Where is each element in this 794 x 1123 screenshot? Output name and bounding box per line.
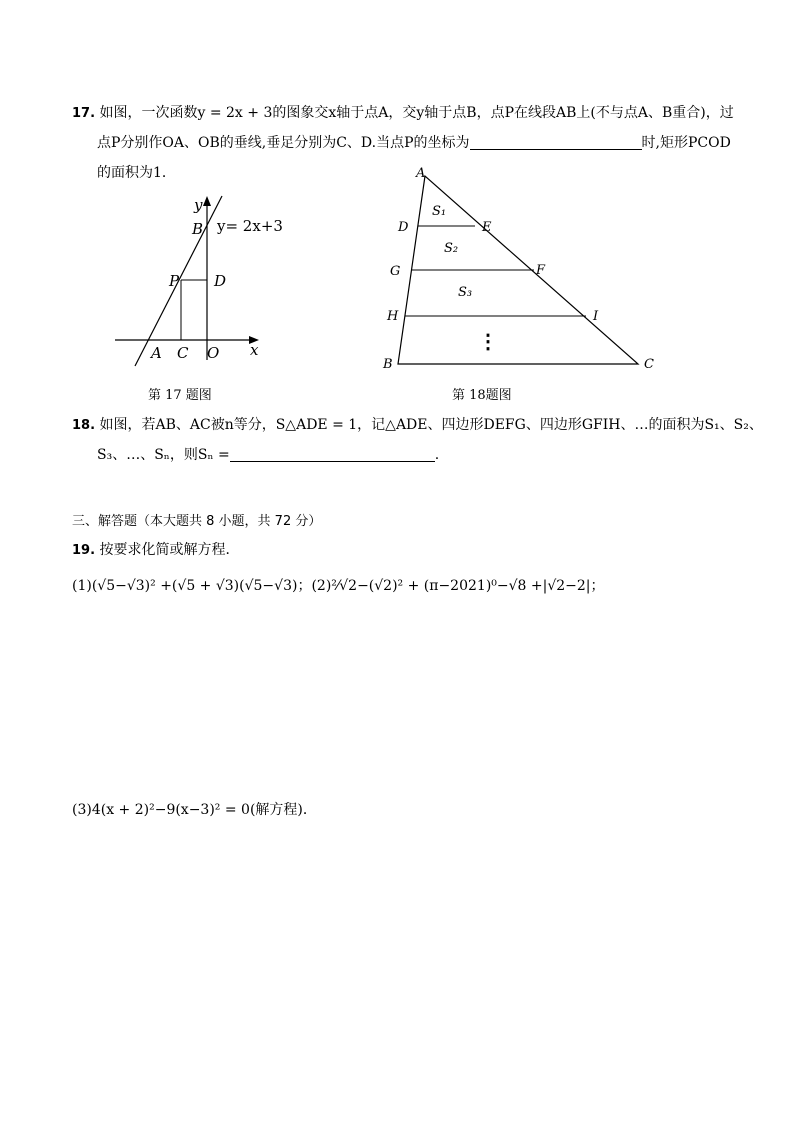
- q18-line2: [97, 445, 439, 465]
- label-C: C: [177, 344, 189, 362]
- area-S2: S₂: [444, 241, 459, 256]
- q17-text-line1: 如图，一次函数y = 2x + 3的图象交x轴于点A，交y轴于点B，点P在线段AB上(不与点A、B重合)，过: [99, 105, 734, 121]
- point-E: E: [482, 220, 492, 235]
- q17-line2: [97, 133, 731, 153]
- q17-line1: [72, 103, 734, 124]
- label-A: A: [151, 344, 162, 362]
- point-G: G: [390, 264, 401, 279]
- q19-parts-1-2: (1)(√5−√3)² +(√5 + √3)(√5−√3)；(2)²⁄√2−(√2)² + (π−2021)⁰−√8 +|√2−2|；: [72, 578, 605, 594]
- q19-line1: [72, 540, 239, 561]
- label-equation: y= 2x+3: [217, 217, 283, 235]
- vertical-dots: ⋮: [478, 329, 498, 353]
- q17-figure: [105, 188, 295, 368]
- section-heading: 三、解答题（本大题共 8 小题，共 72 分）: [72, 514, 322, 529]
- label-B: B: [192, 220, 204, 238]
- area-S3: S₃: [458, 285, 473, 300]
- q17-text-line2-b: 时,矩形PCOD: [641, 135, 731, 151]
- label-x: x: [250, 341, 259, 359]
- q18-number: 18.: [72, 418, 96, 433]
- q18-text-line2-a: S₃、…、Sₙ，则Sₙ =: [97, 447, 230, 463]
- area-S1: S₁: [432, 204, 447, 219]
- vertex-A: A: [416, 166, 426, 181]
- q17-answer-blank[interactable]: [470, 149, 642, 150]
- vertex-C: C: [644, 357, 654, 372]
- point-F: F: [536, 263, 546, 278]
- label-O: O: [207, 344, 220, 362]
- q17-number: 17.: [72, 106, 96, 121]
- point-H: H: [387, 309, 399, 324]
- point-D: D: [398, 220, 409, 235]
- y-axis-arrow-icon: [203, 196, 211, 206]
- label-y: y: [194, 196, 203, 214]
- label-P: P: [169, 272, 180, 290]
- q17-line3: [97, 163, 176, 183]
- q18-text-line2-b: .: [434, 447, 440, 463]
- q19-part-3: (3)4(x + 2)²−9(x−3)² = 0(解方程)．: [72, 802, 317, 818]
- q18-figure: [380, 162, 660, 374]
- q18-answer-blank[interactable]: [230, 461, 435, 462]
- q18-text-line1: 如图，若AB、AC被n等分，S△ADE = 1，记△ADE、四边形DEFG、四边形GFIH、…的面积为S₁、S₂、: [99, 417, 763, 433]
- q17-text-line2-a: 点P分别作OA、OB的垂线,垂足分别为C、D.当点P的坐标为: [97, 135, 470, 151]
- q17-text-line3: 的面积为1．: [97, 165, 176, 181]
- q19-number: 19.: [72, 543, 96, 558]
- vertex-B: B: [383, 357, 393, 372]
- label-D: D: [214, 272, 227, 290]
- q19-title: 按要求化简或解方程．: [99, 542, 240, 558]
- point-I: I: [593, 309, 599, 324]
- q17-caption: 第 17 题图: [148, 388, 212, 403]
- q18-caption: 第 18题图: [452, 388, 512, 403]
- q18-line1: [72, 415, 763, 436]
